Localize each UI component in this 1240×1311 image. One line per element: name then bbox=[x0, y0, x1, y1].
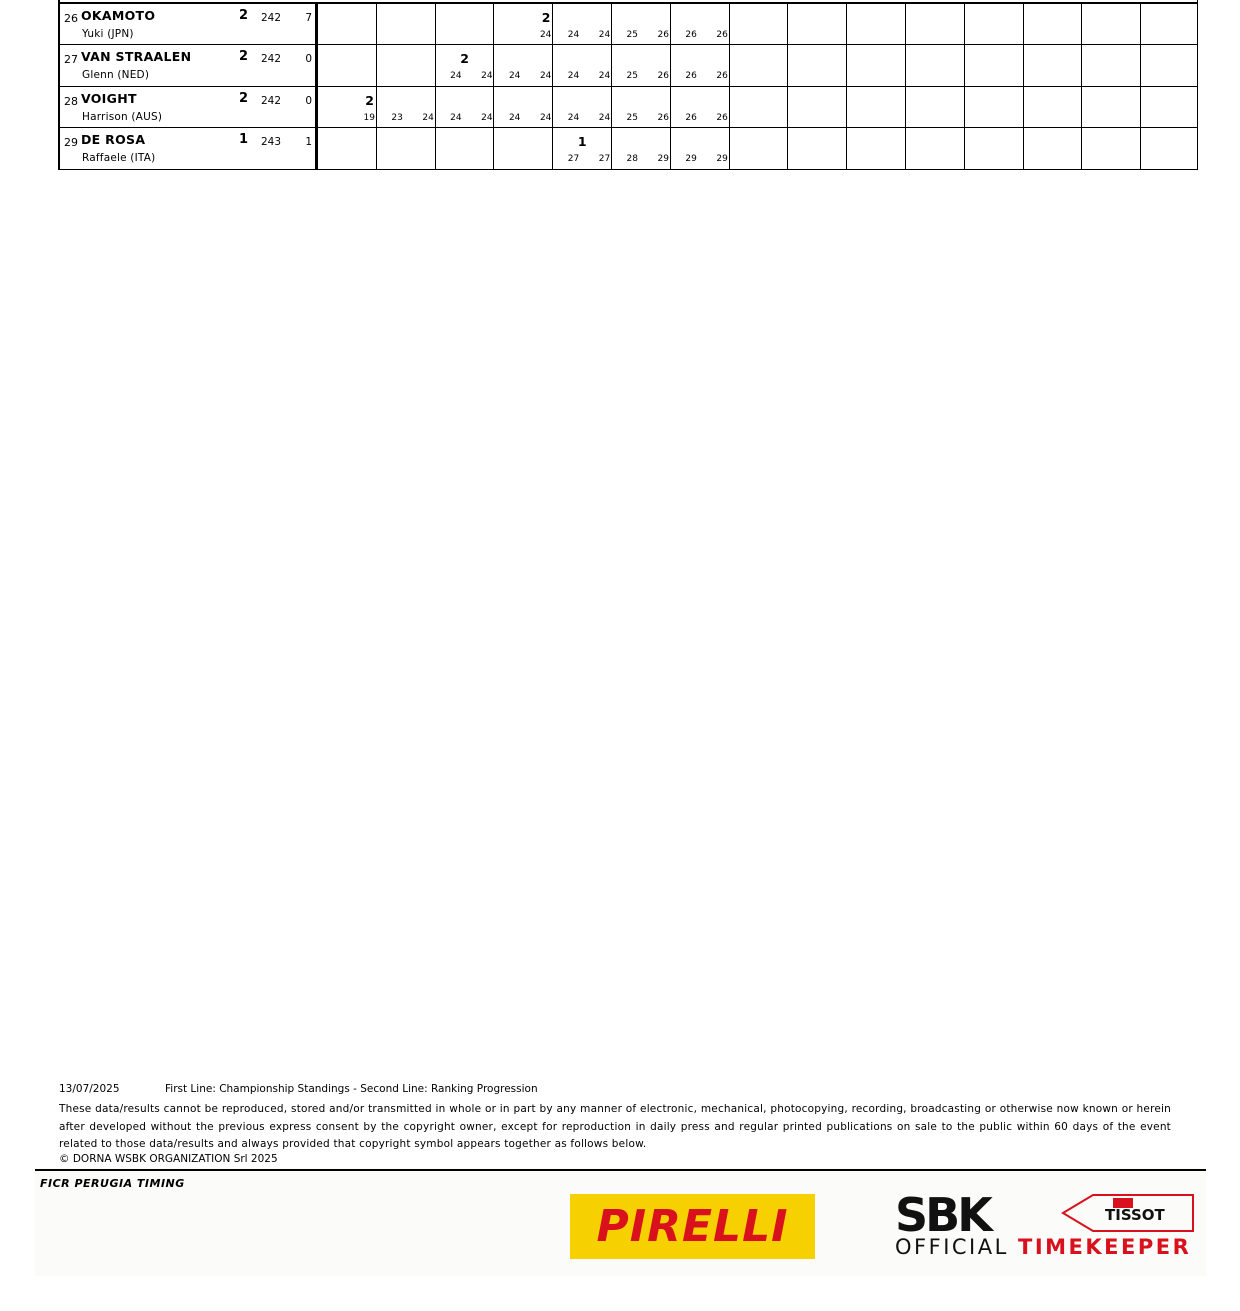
round-cell bbox=[552, 45, 611, 86]
round-cell bbox=[905, 4, 964, 44]
round-cell bbox=[611, 87, 670, 128]
round-cell bbox=[552, 128, 611, 169]
legal-notice: These data/results cannot be reproduced, stored and/or transmitted in whole or in part by any manner of electronic, mechanical, photocopying, recording, broadcasting or otherwise now known or herein after developed without the previous express consent by the copyright owner, except for reproduction in daily press and regular printed publications on sale to the public within 60 days of the event related to those data/results and always provided that copyright symbol appears together as follows below. bbox=[59, 1103, 1171, 1150]
rider-surname: OKAMOTO bbox=[81, 8, 156, 23]
rider-points: 1 bbox=[238, 132, 248, 147]
gap-to-previous: 0 bbox=[305, 53, 312, 65]
ranking-race-1: 25 bbox=[626, 113, 638, 123]
official-label: OFFICIAL bbox=[895, 1235, 1009, 1259]
ranking-race-1: 26 bbox=[685, 30, 697, 40]
round-points: 2 bbox=[541, 10, 551, 25]
round-cell bbox=[1023, 4, 1082, 44]
round-cell bbox=[493, 87, 552, 128]
ranking-race-1: 24 bbox=[450, 71, 462, 81]
ranking-race-2: 24 bbox=[539, 71, 552, 81]
round-cell bbox=[493, 4, 552, 44]
round-cell bbox=[1081, 45, 1140, 86]
ranking-race-1: 24 bbox=[508, 113, 521, 123]
ranking-race-2: 24 bbox=[598, 113, 611, 123]
round-cell bbox=[435, 4, 494, 44]
timekeeper-label: TIMEKEEPER bbox=[1018, 1235, 1192, 1259]
round-points: 2 bbox=[460, 51, 469, 66]
footer-band bbox=[35, 1169, 1206, 1276]
official-timekeeper-label bbox=[895, 1235, 1191, 1259]
round-cell bbox=[435, 128, 494, 169]
rider-position: 27 bbox=[64, 53, 78, 66]
gap-to-previous: 1 bbox=[305, 136, 312, 148]
round-cell bbox=[317, 128, 376, 169]
rider-name-nation: Harrison (AUS) bbox=[82, 111, 163, 123]
standings-table bbox=[58, 0, 1198, 170]
ranking-race-2: 29 bbox=[657, 154, 669, 164]
ranking-race-1: 27 bbox=[567, 154, 580, 164]
round-cell bbox=[317, 4, 376, 44]
ranking-race-1: 24 bbox=[508, 71, 521, 81]
round-cell bbox=[1140, 4, 1199, 44]
ranking-race-2: 19 bbox=[363, 113, 375, 123]
table-row bbox=[60, 86, 1197, 128]
round-points: 2 bbox=[365, 93, 374, 108]
ranking-race-1: 24 bbox=[567, 71, 580, 81]
ranking-race-2: 26 bbox=[716, 30, 728, 40]
rider-position: 28 bbox=[64, 95, 78, 108]
ranking-race-1: 24 bbox=[567, 113, 580, 123]
round-cell bbox=[905, 45, 964, 86]
round-cell bbox=[846, 87, 905, 128]
rider-points: 2 bbox=[238, 91, 248, 106]
table-legend: First Line: Championship Standings - Second Line: Ranking Progression bbox=[165, 1083, 538, 1095]
round-cell bbox=[376, 45, 435, 86]
round-cell bbox=[670, 128, 729, 169]
round-cell bbox=[376, 128, 435, 169]
ranking-race-2: 26 bbox=[716, 71, 728, 81]
sbk-wordmark: SBK bbox=[895, 1191, 990, 1242]
round-cell bbox=[670, 45, 729, 86]
round-cell bbox=[787, 87, 846, 128]
ranking-race-2: 24 bbox=[598, 71, 611, 81]
round-cell bbox=[435, 87, 494, 128]
ranking-race-2: 24 bbox=[539, 113, 552, 123]
round-cell bbox=[905, 128, 964, 169]
round-cell bbox=[1023, 87, 1082, 128]
round-cell bbox=[493, 45, 552, 86]
round-cells bbox=[317, 45, 1197, 86]
rider-surname: VOIGHT bbox=[81, 91, 137, 106]
round-cell bbox=[1140, 128, 1199, 169]
ranking-race-2: 24 bbox=[481, 113, 493, 123]
round-cell bbox=[964, 4, 1023, 44]
round-cell bbox=[670, 87, 729, 128]
round-cell bbox=[729, 128, 788, 169]
rider-surname: VAN STRAALEN bbox=[81, 49, 192, 64]
round-cell bbox=[611, 4, 670, 44]
round-cell bbox=[1081, 4, 1140, 44]
round-cell bbox=[376, 87, 435, 128]
round-cell bbox=[787, 128, 846, 169]
ranking-race-1: 28 bbox=[626, 154, 638, 164]
round-cells bbox=[317, 4, 1197, 44]
round-points: 1 bbox=[577, 134, 587, 149]
gap-to-leader: 242 bbox=[260, 12, 281, 24]
tissot-wordmark: TISSOT bbox=[1105, 1206, 1165, 1224]
ranking-race-1: 26 bbox=[685, 71, 697, 81]
round-cell bbox=[552, 87, 611, 128]
round-cells bbox=[317, 128, 1197, 169]
table-row bbox=[60, 127, 1197, 169]
rider-points: 2 bbox=[238, 8, 248, 23]
pirelli-wordmark: PIRELLI bbox=[596, 1201, 789, 1252]
round-cell bbox=[846, 45, 905, 86]
rider-points: 2 bbox=[238, 49, 248, 64]
round-cell bbox=[846, 4, 905, 44]
round-cell bbox=[787, 45, 846, 86]
gap-to-leader: 243 bbox=[260, 136, 281, 148]
ranking-race-2: 26 bbox=[657, 113, 669, 123]
round-cell bbox=[1023, 128, 1082, 169]
rider-surname: DE ROSA bbox=[81, 132, 146, 147]
gap-to-previous: 7 bbox=[305, 12, 312, 24]
ranking-race-2: 26 bbox=[716, 113, 728, 123]
round-cell bbox=[729, 45, 788, 86]
round-cell bbox=[964, 87, 1023, 128]
report-date: 13/07/2025 bbox=[59, 1083, 120, 1095]
ranking-race-2: 24 bbox=[598, 30, 611, 40]
ranking-race-1: 24 bbox=[567, 30, 580, 40]
pirelli-logo bbox=[570, 1194, 815, 1259]
round-cell bbox=[1140, 87, 1199, 128]
round-cell bbox=[729, 4, 788, 44]
ranking-race-2: 27 bbox=[598, 154, 611, 164]
ficr-timing-logo: FICR PERUGIA TIMING bbox=[40, 1177, 185, 1190]
rider-position: 26 bbox=[64, 12, 78, 25]
round-cell bbox=[1081, 87, 1140, 128]
round-cell bbox=[846, 128, 905, 169]
gap-to-leader: 242 bbox=[260, 53, 281, 65]
table-row bbox=[60, 44, 1197, 86]
ranking-race-2: 24 bbox=[481, 71, 493, 81]
round-cell bbox=[611, 45, 670, 86]
ranking-race-2: 24 bbox=[539, 30, 552, 40]
round-cells bbox=[317, 87, 1197, 128]
ranking-race-1: 25 bbox=[626, 71, 638, 81]
ranking-race-2: 29 bbox=[716, 154, 728, 164]
ranking-race-1: 29 bbox=[685, 154, 697, 164]
gap-to-leader: 242 bbox=[260, 95, 281, 107]
round-cell bbox=[611, 128, 670, 169]
round-cell bbox=[552, 4, 611, 44]
round-cell bbox=[435, 45, 494, 86]
round-cell bbox=[964, 128, 1023, 169]
round-cell bbox=[905, 87, 964, 128]
rider-name-nation: Raffaele (ITA) bbox=[82, 152, 156, 164]
ranking-race-1: 24 bbox=[450, 113, 462, 123]
round-cell bbox=[317, 87, 376, 128]
table-row bbox=[60, 2, 1197, 44]
round-cell bbox=[1023, 45, 1082, 86]
copyright-notice: © DORNA WSBK ORGANIZATION Srl 2025 bbox=[59, 1153, 278, 1165]
rider-position: 29 bbox=[64, 136, 78, 149]
round-cell bbox=[1140, 45, 1199, 86]
round-cell bbox=[787, 4, 846, 44]
gap-to-previous: 0 bbox=[305, 95, 312, 107]
round-cell bbox=[317, 45, 376, 86]
round-cell bbox=[964, 45, 1023, 86]
ranking-race-2: 26 bbox=[657, 71, 669, 81]
rider-name-nation: Glenn (NED) bbox=[82, 69, 150, 81]
round-cell bbox=[1081, 128, 1140, 169]
rider-name-nation: Yuki (JPN) bbox=[82, 28, 134, 40]
ranking-race-1: 23 bbox=[391, 113, 403, 123]
round-cell bbox=[670, 4, 729, 44]
ranking-race-1: 26 bbox=[685, 113, 697, 123]
ranking-race-2: 24 bbox=[422, 113, 434, 123]
round-cell bbox=[376, 4, 435, 44]
ranking-race-2: 26 bbox=[657, 30, 669, 40]
ranking-race-1: 25 bbox=[626, 30, 638, 40]
round-cell bbox=[729, 87, 788, 128]
round-cell bbox=[493, 128, 552, 169]
